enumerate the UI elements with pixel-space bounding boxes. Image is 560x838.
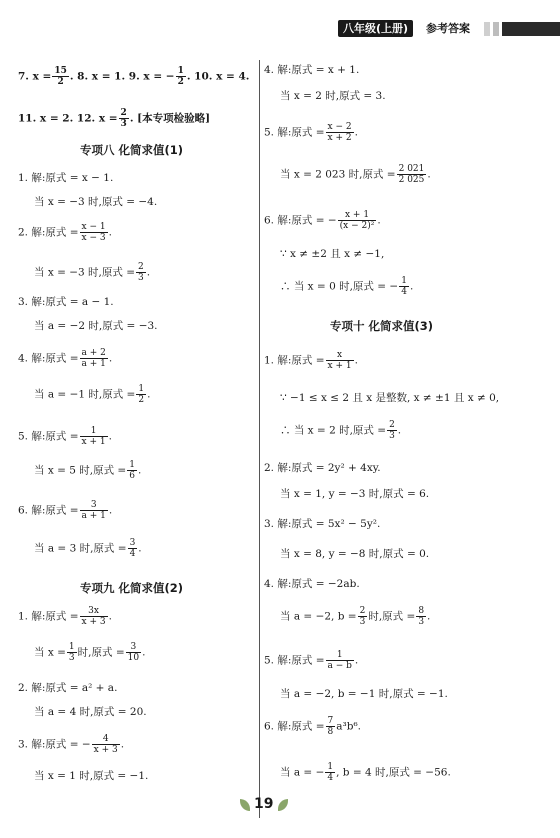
answer-8-6: 6. 解:原式 = $\frac{3}{a + 1}$ . — [18, 500, 113, 521]
answer-9-6: 6. 解:原式 = − $\frac{x + 1}{\text{(x − 2)²}}$ . — [264, 210, 381, 231]
answer-10-1-condition: ∵ −1 ≤ x ≤ 2 且 x 是整数, x ≠ ±1 且 x ≠ 0, — [280, 392, 500, 404]
answer-9-3: 3. 解:原式 = − $\frac{4}{x + 3}$ . — [18, 734, 125, 755]
grade-tag: 八年级(上册) — [338, 20, 413, 37]
header-decor-bar — [484, 22, 560, 36]
answer-8-1-value: 当 x = −3 时,原式 = −4. — [34, 196, 158, 208]
answer-10-1: 1. 解:原式 = $\frac{x}{x + 1}$ . — [264, 350, 358, 371]
section-title-10: 专项十 化简求值(3) — [330, 319, 434, 333]
answer-9-6-value: ∴ 当 x = 0 时,原式 = − $\frac{1}{4}$ . — [280, 276, 414, 297]
answer-8-2-value: 当 x = −3 时,原式 = $\frac{2}{3}$ . — [34, 262, 151, 283]
answer-9-4: 4. 解:原式 = x + 1. — [264, 64, 360, 76]
answer-10-6: 6. 解:原式 = $\frac{7}{8}$ a³b⁶. — [264, 716, 362, 737]
answer-9-2: 2. 解:原式 = a² + a. — [18, 682, 118, 694]
answer-8-3-value: 当 a = −2 时,原式 = −3. — [34, 320, 158, 332]
answer-10-6-value: 当 a = − $\frac{1}{4}$ , b = 4 时,原式 = −56. — [280, 762, 451, 783]
answer-8-5: 5. 解:原式 = $\frac{1}{x + 1}$ . — [18, 426, 112, 447]
page-number: 19 — [254, 796, 274, 812]
column-divider — [259, 60, 260, 818]
answer-9-3-value: 当 x = 1 时,原式 = −1. — [34, 770, 149, 782]
answer-9-5-value: 当 x = 2 023 时,原式 = $\frac{2 021}{2 025}$ . — [280, 164, 431, 185]
answer-9-5: 5. 解:原式 = $\frac{x - 2}{x + 2}$ . — [264, 122, 358, 143]
answer-9-1: 1. 解:原式 = $\frac{3x}{x + 3}$ . — [18, 606, 112, 627]
leaf-left-icon — [240, 799, 250, 811]
answer-10-3: 3. 解:原式 = 5x² − 5y². — [264, 518, 381, 530]
answer-8-5-value: 当 x = 5 时,原式 = $\frac{1}{6}$ . — [34, 460, 142, 481]
answer-9-1-value: 当 x = $\frac{1}{3}$ 时,原式 = $\frac{3}{10}$ . — [34, 642, 146, 663]
answer-row-7-10: 7. x = $\frac{15}{2}$ . 8. x = 1. 9. x = − $\frac{1}{2}$ . 10. x = 4. — [18, 66, 250, 87]
answer-9-6-condition: ∵ x ≠ ±2 且 x ≠ −1, — [280, 248, 385, 260]
answer-10-4-value: 当 a = −2, b = $\frac{2}{3}$ 时,原式 = $\frac{8}{3}$ . — [280, 606, 431, 627]
answer-10-5-value: 当 a = −2, b = −1 时,原式 = −1. — [280, 688, 448, 700]
answer-8-1: 1. 解:原式 = x − 1. — [18, 172, 114, 184]
answer-10-1-value: ∴ 当 x = 2 时,原式 = $\frac{2}{3}$ . — [280, 420, 402, 441]
answer-8-3: 3. 解:原式 = a − 1. — [18, 296, 114, 308]
answer-10-5: 5. 解:原式 = $\frac{1}{a - b}$ . — [264, 650, 359, 671]
leaf-right-icon — [278, 799, 288, 811]
answer-8-2: 2. 解:原式 = $\frac{x - 1}{x - 3}$ . — [18, 222, 112, 243]
answer-10-3-value: 当 x = 8, y = −8 时,原式 = 0. — [280, 548, 430, 560]
section-title-9: 专项九 化简求值(2) — [80, 581, 184, 595]
answer-8-6-value: 当 a = 3 时,原式 = $\frac{3}{4}$ . — [34, 538, 142, 559]
answer-row-11-12: 11. x = 2. 12. x = $\frac{2}{3}$ . [本专项检验略] — [18, 108, 211, 129]
answer-10-2: 2. 解:原式 = 2y² + 4xy. — [264, 462, 381, 474]
answers-label: 参考答案 — [426, 22, 470, 35]
answer-9-2-value: 当 a = 4 时,原式 = 20. — [34, 706, 147, 718]
section-title-8: 专项八 化简求值(1) — [80, 143, 184, 157]
page-header — [326, 18, 560, 40]
answer-8-4: 4. 解:原式 = $\frac{a + 2}{a + 1}$ . — [18, 348, 113, 369]
answer-8-4-value: 当 a = −1 时,原式 = $\frac{1}{2}$ . — [34, 384, 151, 405]
answer-10-2-value: 当 x = 1, y = −3 时,原式 = 6. — [280, 488, 430, 500]
answer-9-4-value: 当 x = 2 时,原式 = 3. — [280, 90, 386, 102]
answer-10-4: 4. 解:原式 = −2ab. — [264, 578, 360, 590]
